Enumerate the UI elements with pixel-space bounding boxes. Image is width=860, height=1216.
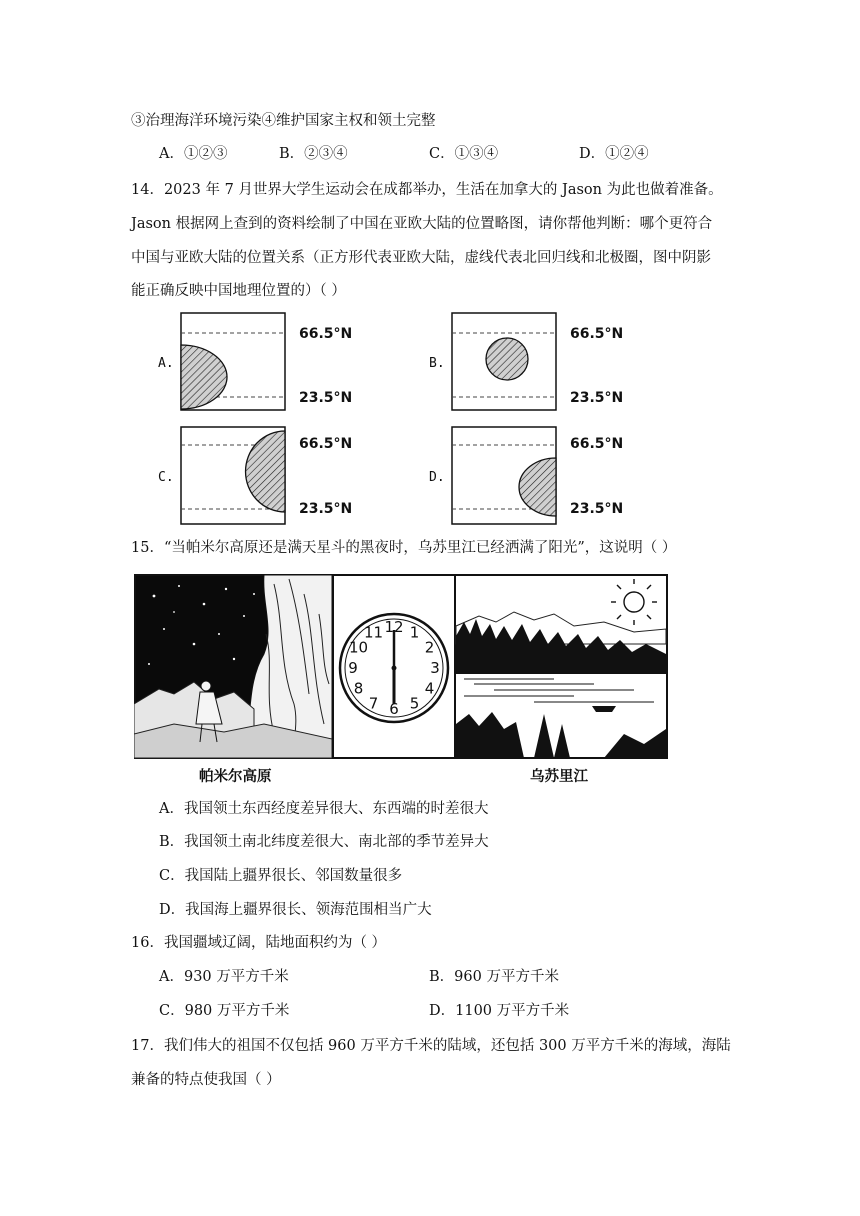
- q16-option-a[interactable]: A．930 万平方千米: [159, 969, 289, 985]
- clock-number-4: 4: [424, 679, 435, 698]
- q17-stem-line-1: 17．我们伟大的祖国不仅包括 960 万平方千米的陆域，还包括 300 万平方千米的海域，海陆: [131, 1038, 731, 1054]
- q14-stem-line-2: Jason 根据网上查到的资料绘制了中国在亚欧大陆的位置略图，请你帮他判断：哪个更符合: [131, 216, 713, 232]
- q15-option-d[interactable]: D．我国海上疆界很长、领海范围相当广大: [159, 902, 432, 918]
- q16-option-c[interactable]: C．980 万平方千米: [159, 1003, 290, 1019]
- wusuli-day-panel: [455, 575, 667, 758]
- q13-stem-tail: ③治理海洋环境污染④维护国家主权和领土完整: [131, 113, 436, 129]
- q14-stem-line-4: 能正确反映中国地理位置的）（ ）: [131, 283, 346, 299]
- q16-option-b[interactable]: B．960 万平方千米: [429, 969, 559, 985]
- clock-number-11: 11: [363, 623, 384, 642]
- q15-option-b[interactable]: B．我国领土南北纬度差很大、南北部的季节差异大: [159, 834, 489, 850]
- clock-number-3: 3: [430, 659, 440, 677]
- diagram-d-top-lat: 66.5°N: [570, 436, 624, 452]
- diagram-d-bottom-lat: 23.5°N: [570, 501, 624, 517]
- pamir-night-panel: [134, 575, 333, 758]
- q17-stem-line-2: 兼备的特点使我国（ ）: [131, 1072, 281, 1088]
- q15-option-a[interactable]: A．我国领土东西经度差异很大、东西端的时差很大: [159, 801, 489, 817]
- diagram-a-label: A.: [158, 356, 174, 371]
- diagram-b-bottom-lat: 23.5°N: [570, 390, 624, 406]
- q13-option-d[interactable]: D．①②④: [579, 146, 649, 162]
- clock-number-10: 10: [348, 638, 369, 657]
- diagram-a-bottom-lat: 23.5°N: [299, 390, 353, 406]
- diagram-b-label: B.: [429, 356, 445, 371]
- q16-option-d[interactable]: D．1100 万平方千米: [429, 1003, 570, 1019]
- q15-option-c[interactable]: C．我国陆上疆界很长、邻国数量很多: [159, 868, 403, 884]
- clock-number-2: 2: [424, 638, 435, 657]
- q15-stem: 15．“当帕米尔高原还是满天星斗的黑夜时，乌苏里江已经洒满了阳光”，这说明（ ）: [131, 540, 677, 556]
- diagram-c-label: C.: [158, 470, 174, 485]
- diagram-b-top-lat: 66.5°N: [570, 326, 624, 342]
- diagram-c-top-lat: 66.5°N: [299, 436, 353, 452]
- clock-number-9: 9: [348, 659, 358, 677]
- china-shape-b: [486, 338, 528, 380]
- clock-number-1: 1: [409, 623, 420, 642]
- q14-stem-line-1: 14．2023 年 7 月世界大学生运动会在成都举办，生活在加拿大的 Jason 为此也做着准备。: [131, 182, 723, 198]
- q13-option-a[interactable]: A．①②③: [159, 146, 228, 162]
- clock-number-7: 7: [368, 694, 379, 713]
- clock-number-6: 6: [389, 700, 399, 718]
- clock-panel: [333, 575, 455, 758]
- diagram-c-bottom-lat: 23.5°N: [299, 501, 353, 517]
- clock-number-12: 12: [384, 618, 404, 636]
- clock-number-8: 8: [353, 679, 364, 698]
- q13-option-c[interactable]: C．①③④: [429, 146, 499, 162]
- clock-number-5: 5: [409, 694, 420, 713]
- q13-option-b[interactable]: B．②③④: [279, 146, 348, 162]
- diagram-a-top-lat: 66.5°N: [299, 326, 353, 342]
- caption-wusuli: 乌苏里江: [530, 769, 588, 785]
- boat-icon: [592, 706, 616, 712]
- q14-stem-line-3: 中国与亚欧大陆的位置关系（正方形代表亚欧大陆，虚线代表北回归线和北极圈，图中阴影: [131, 250, 711, 266]
- diagram-d-label: D.: [429, 470, 445, 485]
- q16-stem: 16．我国疆域辽阔，陆地面积约为（ ）: [131, 935, 387, 951]
- caption-pamir: 帕米尔高原: [199, 769, 272, 785]
- q15-illustration: [134, 574, 668, 760]
